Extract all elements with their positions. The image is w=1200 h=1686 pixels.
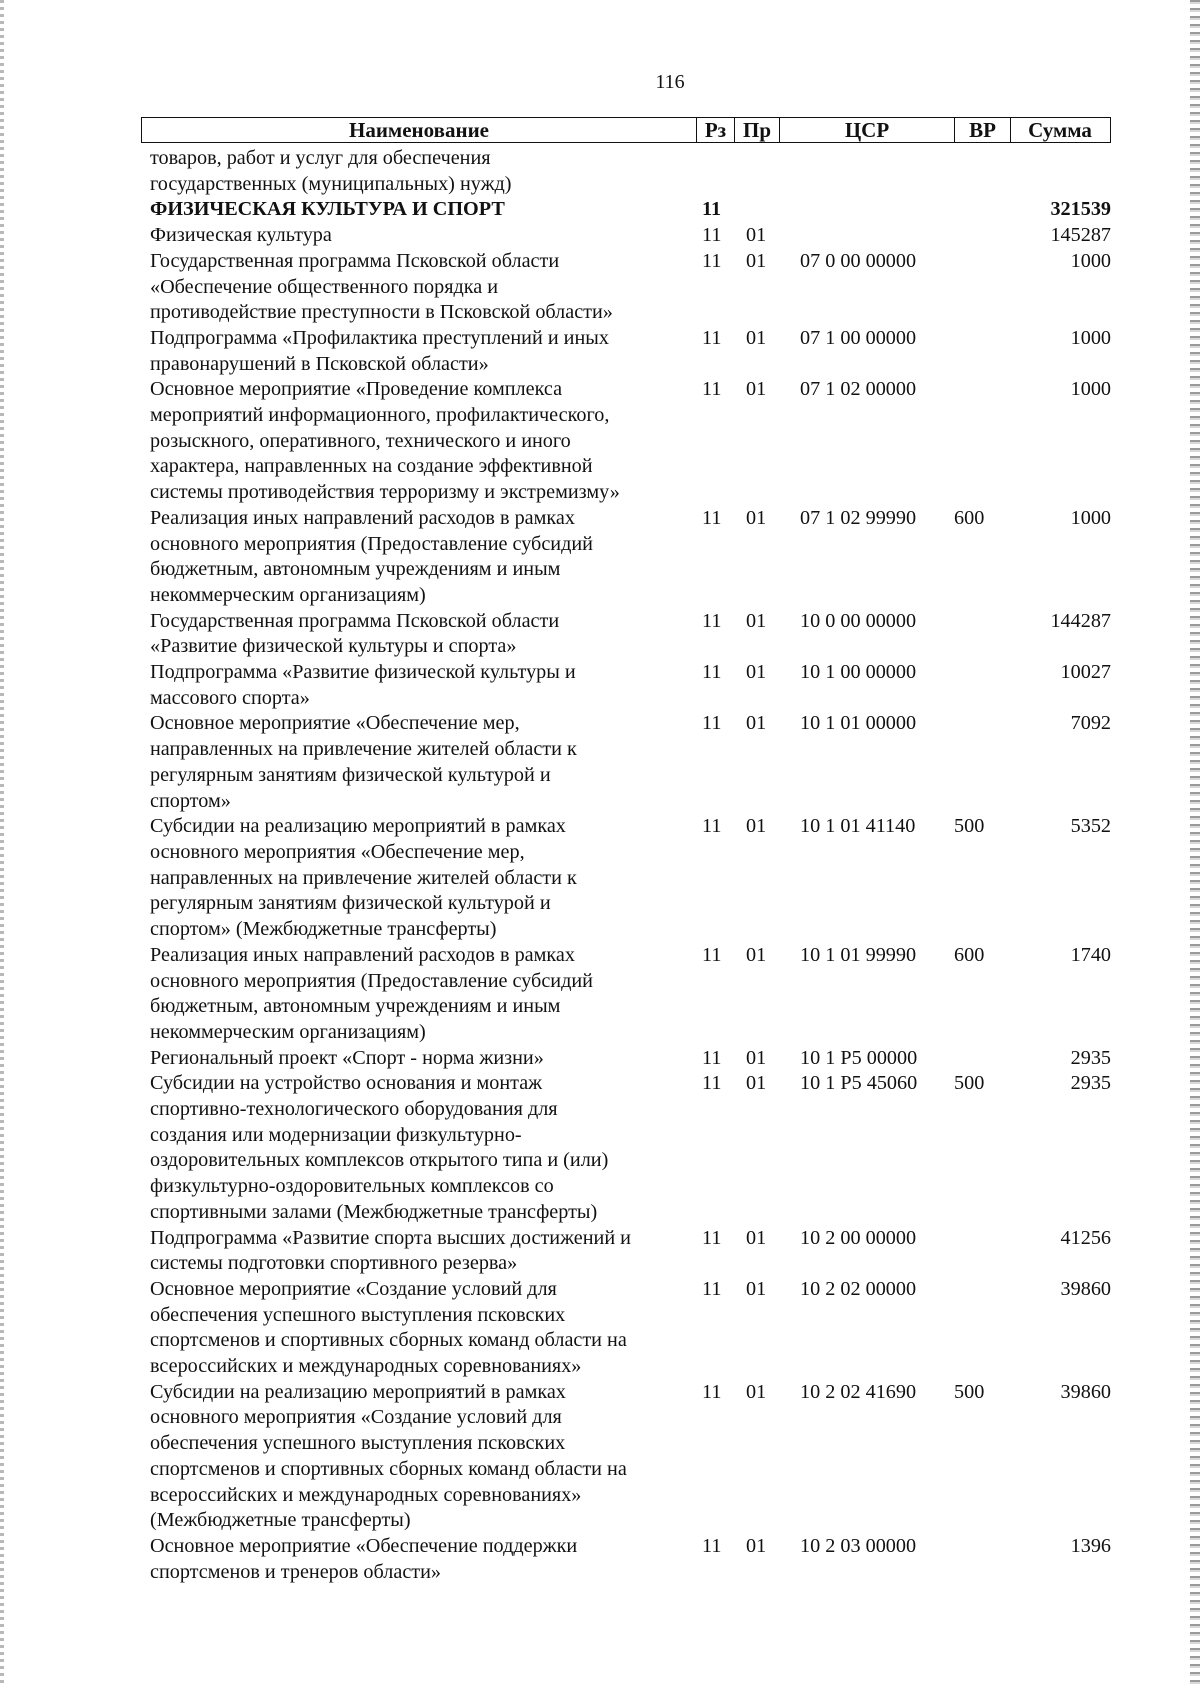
table-row	[0, 660, 1200, 711]
row-name-line: Государственная программа Псковской области	[150, 249, 560, 272]
row-sum: 144287	[1050, 609, 1111, 632]
table-row	[0, 146, 1200, 197]
row-csr: 07 1 02 99990	[800, 506, 917, 529]
row-sum: 1740	[1070, 943, 1111, 966]
row-name-line: ФИЗИЧЕСКАЯ КУЛЬТУРА И СПОРТ	[150, 198, 505, 221]
table-row	[0, 1534, 1200, 1585]
row-name-line: обеспечения успешного выступления псковских	[150, 1303, 566, 1326]
row-name-line: «Развитие физической культуры и спорта»	[150, 635, 517, 658]
row-sum: 7092	[1070, 712, 1111, 735]
row-csr: 10 2 03 00000	[800, 1534, 917, 1557]
row-pr: 01	[746, 1277, 767, 1300]
row-name-line: некоммерческим организациям)	[150, 1020, 426, 1043]
row-sum: 321539	[1050, 198, 1111, 221]
table-row	[0, 1071, 1200, 1225]
row-name-line: Физическая культура	[150, 224, 332, 247]
row-name-line: Основное мероприятие «Создание условий для	[150, 1277, 557, 1300]
row-csr: 10 1 01 41140	[800, 815, 916, 838]
row-sum: 2935	[1070, 1072, 1111, 1095]
row-name	[150, 1534, 685, 1585]
row-name-line: спортсменов и спортивных сборных команд области на	[150, 1329, 627, 1352]
table-row	[0, 1046, 1200, 1072]
row-name-line: товаров, работ и услуг для обеспечения	[150, 147, 491, 169]
row-name	[150, 814, 685, 943]
row-name	[150, 711, 685, 814]
row-name-line: Основное мероприятие «Обеспечение мер,	[150, 712, 520, 735]
row-name-line: мероприятий информационного, профилактического,	[150, 404, 610, 427]
row-sum: 39860	[1060, 1277, 1111, 1300]
row-name-line: системы подготовки спортивного резерва»	[150, 1252, 518, 1275]
row-name	[150, 1071, 685, 1225]
row-name-line: Подпрограмма «Профилактика преступлений и иных	[150, 326, 609, 349]
row-pr: 01	[746, 378, 767, 401]
row-name-line: некоммерческим организациям)	[150, 583, 426, 606]
row-csr: 10 1 01 00000	[800, 712, 917, 735]
row-name-line: Субсидии на устройство основания и монтаж	[150, 1072, 543, 1095]
row-name	[150, 146, 685, 197]
row-name-line: основного мероприятия «Создание условий для	[150, 1406, 562, 1429]
row-name-line: характера, направленных на создание эффективной	[150, 455, 593, 478]
row-rz: 11	[702, 1380, 722, 1403]
row-rz: 11	[702, 661, 722, 684]
row-name-line: спортом» (Межбюджетные трансферты)	[150, 918, 497, 941]
row-name-line: правонарушений в Псковской области»	[150, 352, 489, 375]
header-vr: ВР	[955, 118, 1011, 142]
row-rz: 11	[702, 198, 722, 221]
row-sum: 1000	[1070, 326, 1111, 349]
row-name-line: Подпрограмма «Развитие физической культуры и	[150, 661, 576, 684]
table-row	[0, 377, 1200, 506]
row-name-line: «Обеспечение общественного порядка и	[150, 275, 499, 298]
row-name-line: спортом»	[150, 789, 231, 812]
row-pr: 01	[746, 224, 767, 247]
page-number: 116	[655, 71, 685, 93]
row-csr: 10 1 P5 45060	[800, 1072, 918, 1095]
table-row	[0, 814, 1200, 943]
row-sum: 1000	[1070, 249, 1111, 272]
row-sum: 1000	[1070, 506, 1111, 529]
table-row	[0, 506, 1200, 609]
row-csr: 10 1 00 00000	[800, 661, 917, 684]
row-name-line: направленных на привлечение жителей области к	[150, 866, 577, 889]
row-name-line: Региональный проект «Спорт - норма жизни»	[150, 1046, 544, 1069]
row-name-line: спортивно-технологического оборудования для	[150, 1098, 558, 1121]
row-name-line: обеспечения успешного выступления псковских	[150, 1432, 566, 1455]
header-csr: ЦСР	[780, 118, 955, 142]
row-rz: 11	[702, 1046, 722, 1069]
row-name	[150, 1046, 685, 1072]
row-csr: 10 1 01 99990	[800, 943, 917, 966]
row-name-line: регулярным занятиям физической культурой и	[150, 892, 551, 915]
row-sum: 41256	[1060, 1226, 1111, 1249]
row-rz: 11	[702, 1277, 722, 1300]
row-sum: 2935	[1070, 1046, 1111, 1069]
table-row	[0, 1226, 1200, 1277]
row-rz: 11	[702, 224, 722, 247]
row-rz: 11	[702, 1534, 722, 1557]
row-sum: 1396	[1070, 1534, 1111, 1557]
row-rz: 11	[702, 378, 722, 401]
row-pr: 01	[746, 326, 767, 349]
row-name	[150, 506, 685, 609]
table-row	[0, 943, 1200, 1046]
table-body	[0, 146, 1200, 1585]
row-csr: 10 2 02 00000	[800, 1277, 917, 1300]
row-rz: 11	[702, 609, 722, 632]
row-pr: 01	[746, 712, 767, 735]
row-pr: 01	[746, 815, 767, 838]
table-row	[0, 1380, 1200, 1534]
row-name-line: физкультурно-оздоровительных комплексов со	[150, 1175, 554, 1198]
row-name-line: Реализация иных направлений расходов в рамках	[150, 943, 575, 966]
row-name-line: Основное мероприятие «Обеспечение поддержки	[150, 1534, 578, 1557]
row-name-line: всероссийских и международных соревнованиях»	[150, 1483, 582, 1506]
row-name-line: государственных (муниципальных) нужд)	[150, 172, 512, 195]
row-name	[150, 1277, 685, 1380]
row-name-line: основного мероприятия (Предоставление субсидий	[150, 969, 593, 992]
row-sum: 5352	[1070, 815, 1111, 838]
row-name-line: регулярным занятиям физической культурой и	[150, 763, 551, 786]
row-name-line: Субсидии на реализацию мероприятий в рамках	[150, 815, 566, 838]
row-pr: 01	[746, 609, 767, 632]
row-name-line: спортивными залами (Межбюджетные трансферты)	[150, 1200, 598, 1223]
row-name-line: Реализация иных направлений расходов в рамках	[150, 506, 575, 529]
row-rz: 11	[702, 1072, 722, 1095]
row-vr: 500	[954, 1380, 985, 1403]
row-name	[150, 1226, 685, 1277]
row-name-line: Основное мероприятие «Проведение комплекса	[150, 378, 563, 401]
row-name	[150, 223, 685, 249]
header-name: Наименование	[142, 118, 697, 142]
row-name-line: системы противодействия терроризму и экстремизму»	[150, 481, 620, 504]
row-name-line: всероссийских и международных соревнованиях»	[150, 1355, 582, 1378]
row-sum: 10027	[1060, 661, 1111, 684]
row-name-line: спортсменов и тренеров области»	[150, 1560, 442, 1583]
table-row	[0, 711, 1200, 814]
table-row	[0, 1277, 1200, 1380]
row-rz: 11	[702, 712, 722, 735]
row-sum: 39860	[1060, 1380, 1111, 1403]
row-sum: 145287	[1050, 224, 1111, 247]
table-row	[0, 197, 1200, 223]
row-name-line: спортсменов и спортивных сборных команд области на	[150, 1457, 627, 1480]
row-rz: 11	[702, 249, 722, 272]
row-csr: 10 2 02 41690	[800, 1380, 917, 1403]
row-pr: 01	[746, 1380, 767, 1403]
table-row	[0, 609, 1200, 660]
row-name	[150, 1380, 685, 1534]
row-sum: 1000	[1070, 378, 1111, 401]
row-rz: 11	[702, 506, 722, 529]
row-name-line: противодействие преступности в Псковской области»	[150, 301, 613, 324]
row-vr: 500	[954, 815, 985, 838]
table-row	[0, 223, 1200, 249]
row-name-line: Подпрограмма «Развитие спорта высших достижений и	[150, 1226, 631, 1249]
row-pr: 01	[746, 249, 767, 272]
row-csr: 10 1 P5 00000	[800, 1046, 918, 1069]
row-csr: 07 1 00 00000	[800, 326, 917, 349]
row-name-line: массового спорта»	[150, 686, 310, 709]
row-name	[150, 197, 685, 223]
row-pr: 01	[746, 1534, 767, 1557]
row-name-line: бюджетным, автономным учреждениям и иным	[150, 558, 561, 581]
row-csr: 10 0 00 00000	[800, 609, 917, 632]
row-pr: 01	[746, 1072, 767, 1095]
table-header	[141, 117, 1111, 143]
row-pr: 01	[746, 661, 767, 684]
row-pr: 01	[746, 943, 767, 966]
row-name-line: бюджетным, автономным учреждениям и иным	[150, 995, 561, 1018]
row-name-line: направленных на привлечение жителей области к	[150, 738, 577, 761]
row-rz: 11	[702, 326, 722, 349]
row-name	[150, 609, 685, 660]
row-vr: 600	[954, 506, 985, 529]
row-name	[150, 326, 685, 377]
header-sum: Сумма	[1028, 118, 1092, 142]
row-name-line: Субсидии на реализацию мероприятий в рамках	[150, 1380, 566, 1403]
table-row	[0, 249, 1200, 326]
row-name-line: Государственная программа Псковской области	[150, 609, 560, 632]
row-pr: 01	[746, 506, 767, 529]
row-name-line: основного мероприятия (Предоставление субсидий	[150, 532, 593, 555]
table-row	[0, 326, 1200, 377]
row-rz: 11	[702, 1226, 722, 1249]
row-pr: 01	[746, 1046, 767, 1069]
row-name	[150, 660, 685, 711]
row-csr: 07 1 02 00000	[800, 378, 917, 401]
row-name-line: розыскного, оперативного, технического и иного	[150, 429, 571, 452]
row-rz: 11	[702, 815, 722, 838]
row-name-line: создания или модернизации физкультурно-	[150, 1123, 522, 1146]
row-name	[150, 249, 685, 326]
header-rz: Рз	[697, 118, 735, 142]
row-vr: 500	[954, 1072, 985, 1095]
row-rz: 11	[702, 943, 722, 966]
row-csr: 07 0 00 00000	[800, 249, 917, 272]
row-pr: 01	[746, 1226, 767, 1249]
header-pr: Пр	[735, 118, 780, 142]
row-name	[150, 377, 685, 506]
row-vr: 600	[954, 943, 985, 966]
row-name-line: основного мероприятия «Обеспечение мер,	[150, 840, 525, 863]
row-name-line: (Межбюджетные трансферты)	[150, 1509, 411, 1532]
row-name	[150, 943, 685, 1046]
row-name-line: оздоровительных комплексов открытого типа и (или)	[150, 1149, 609, 1172]
row-csr: 10 2 00 00000	[800, 1226, 917, 1249]
